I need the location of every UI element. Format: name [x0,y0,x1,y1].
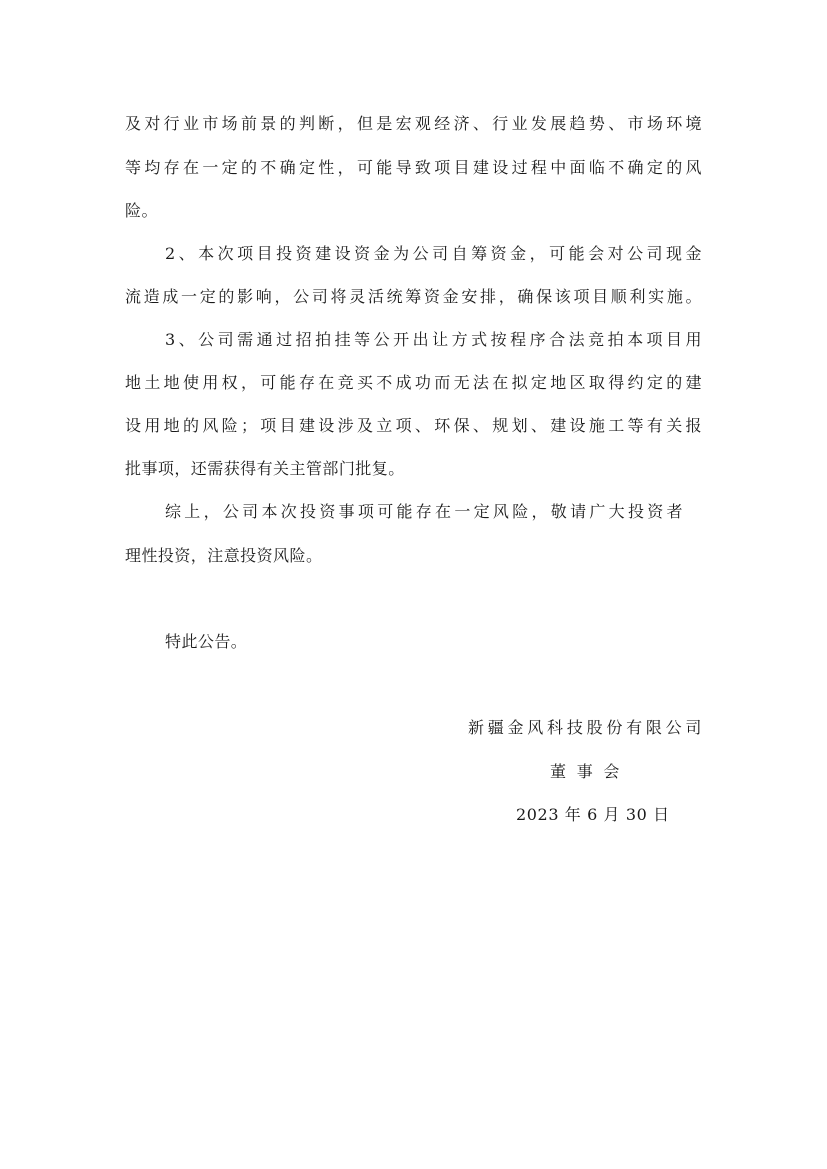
signature-company: 新疆金风科技股份有限公司 [468,718,702,737]
paragraph-1-line-2: 等均存在一定的不确定性，可能导致项目建设过程中面临不确定的风 [125,158,702,177]
closing-statement: 特此公告。 [165,632,248,651]
paragraph-1-line-3: 险。 [125,201,158,220]
paragraph-4-line-1: 综上，公司本次投资事项可能存在一定风险，敬请广大投资者 [165,502,683,521]
paragraph-3-line-3: 设用地的风险；项目建设涉及立项、环保、规划、建设施工等有关报 [125,416,702,435]
paragraph-3-line-2: 地土地使用权，可能存在竞买不成功而无法在拟定地区取得约定的建 [125,373,702,392]
paragraph-3-line-1: 3、公司需通过招拍挂等公开出让方式按程序合法竞拍本项目用 [165,330,702,349]
paragraph-1-line-1: 及对行业市场前景的判断，但是宏观经济、行业发展趋势、市场环境 [125,114,702,133]
paragraph-2-line-2: 流造成一定的影响，公司将灵活统筹资金安排，确保该项目顺利实施。 [125,287,702,306]
paragraph-2-line-1: 2、本次项目投资建设资金为公司自筹资金，可能会对公司现金 [165,244,702,263]
paragraph-3-line-4: 批事项，还需获得有关主管部门批复。 [125,459,405,478]
signature-date: 2023 年 6 月 30 日 [516,805,670,824]
signature-board: 董事会 [550,762,620,781]
paragraph-4-line-2: 理性投资，注意投资风险。 [125,546,323,565]
